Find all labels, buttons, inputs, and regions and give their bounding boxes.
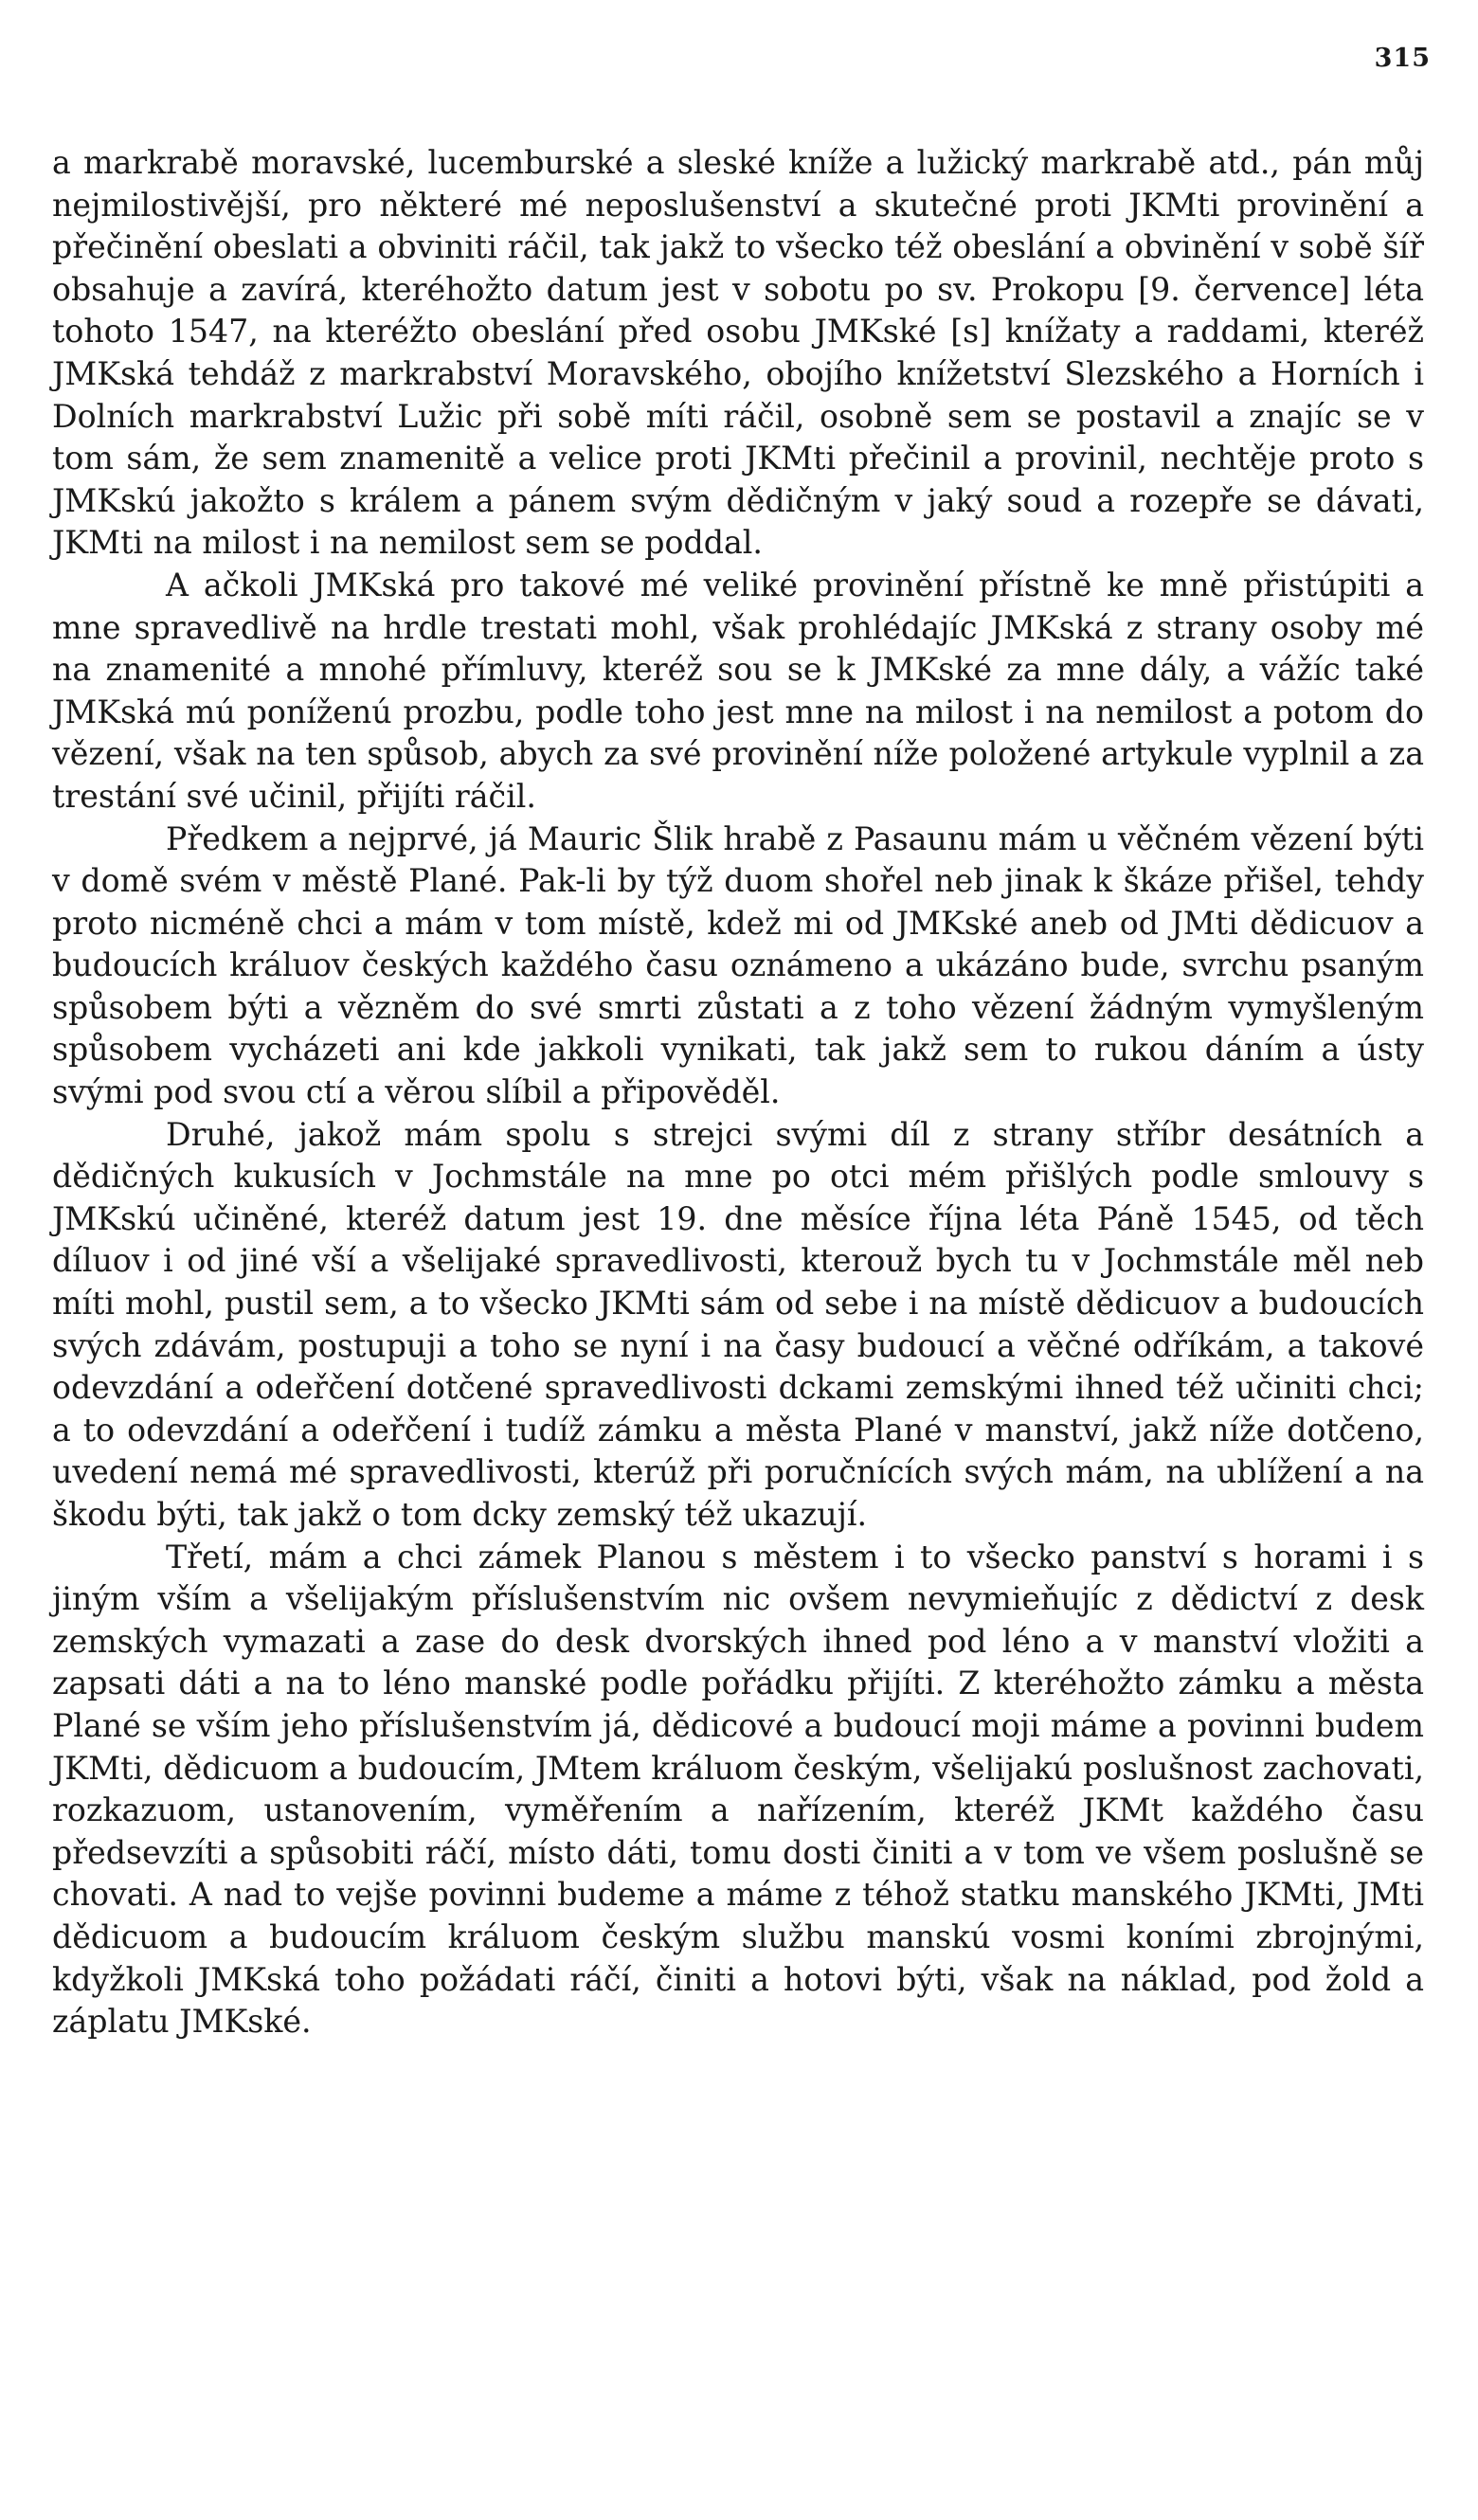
- paragraph-3: Předkem a nejprvé, já Mauric Šlik hrabě z Pasaunu mám u věčném vězení býti v domě svém v městě Plané. Pak-li by týž duom shořel neb jinak k škáze přišel, tehdy proto nicméně chci a mám v tom místě, kdež mi od JMKské aneb od JMti dědicuov a budoucích králuov českých každého času oznámeno a ukázáno bude, svrchu psaným spůsobem býti a vězněm do své smrti zůstati a z toho vězení žádným vymyšleným spůsobem vycházeti ani kde jakkoli vynikati, tak jakž sem to rukou dáním a ústy svými pod svou ctí a věrou slíbil a připověděl.: [52, 819, 1424, 1111]
- paragraph-1: a markrabě moravské, lucemburské a sleské kníže a lužický markrabě atd., pán můj nejmilostivější, pro některé mé neposlušenství a skutečné proti JKMti provinění a přečinění obeslati a obviniti ráčil, tak jakž to všecko též obeslání a obvinění v sobě šíř obsahuje a zavírá, kteréhožto datum jest v sobotu po sv. Prokopu [9. července] léta tohoto 1547, na kteréžto obeslání před osobu JMKské [s] knížaty a raddami, kteréž JMKská tehdáž z markrabství Moravského, obojího knížetství Slezského a Horních i Dolních markrabství Lužic při sobě míti ráčil, osobně sem se postavil a znajíc se v tom sám, že sem znamenitě a velice proti JKMti přečinil a provinil, nechtěje proto s JMKskú jakožto s králem a pánem svým dědičným v jaký soud a rozepře se dávati, JKMti na milost i na nemilost sem se poddal.: [52, 144, 1424, 562]
- paragraph-4: Druhé, jakož mám spolu s strejci svými díl z strany stříbr desátních a dědičných kukusích v Jochmstále na mne po otci mém přišlých podle smlouvy s JMKskú učiněné, kteréž datum jest 19. dne měsíce října léta Páně 1545, od těch díluov i od jiné vší a všelijaké spravedlivosti, kterouž bych tu v Jochmstále měl neb míti mohl, pustil sem, a to všecko JKMti sám od sebe i na místě dědicuov a budoucích svých zdávám, postupuji a toho se nyní i na časy budoucí a věčné odříkám, a takové odevzdání a odeřčení dotčené spravedlivosti dckami zemskými ihned též učiniti chci; a to odevzdání a odeřčení i tudíž zámku a města Plané v manství, jakž níže dotčeno, uvedení nemá mé spravedlivosti, kterúž při poručnících svých mám, na ublížení a na škodu býti, tak jakž o tom dcky zemský též ukazují.: [52, 1115, 1424, 1533]
- paragraph-5: Třetí, mám a chci zámek Planou s městem i to všecko panství s horami i s jiným vším a všelijakým příslušenstvím nic ovšem nevymieňujíc z dědictví z desk zemských vymazati a zase do desk dvorských ihned pod léno a v manství vložiti a zapsati dáti a na to léno manské podle pořádku přijíti. Z kteréhožto zámku a města Plané se vším jeho příslušenstvím já, dědicové a budoucí moji máme a povinni budem JKMti, dědicuom a budoucím, JMtem králuom českým, všelijakú poslušnost zachovati, rozkazuom, ustanovením, vyměřením a nařízením, kteréž JKMt každého času předsevzíti a spůsobiti ráčí, místo dáti, tomu dosti činiti a v tom ve všem poslušně se chovati. A nad to vejše povinni budeme a máme z téhož statku manského JKMti, JMti dědicuom a budoucím králuom českým službu manskú vosmi koními zbrojnými, kdyžkoli JMKská toho požádati ráčí, činiti a hotovi býti, však na náklad, pod žold a záplatu JMKské.: [52, 1538, 1424, 2041]
- page-number: 315: [1374, 44, 1431, 73]
- body-text: [52, 142, 1424, 2043]
- paragraph-2: A ačkoli JMKská pro takové mé veliké provinění přístně ke mně přistúpiti a mne spravedlivě na hrdle trestati mohl, však prohlédajíc JMKská z strany osoby mé na znamenité a mnohé přímluvy, kteréž sou se k JMKské za mne dály, a vážíc také JMKská mú poníženú prozbu, podle toho jest mne na milost i na nemilost a potom do vězení, však na ten spůsob, abych za své provinění níže položené artykule vyplnil a za trestání své učinil, přijíti ráčil.: [52, 566, 1424, 815]
